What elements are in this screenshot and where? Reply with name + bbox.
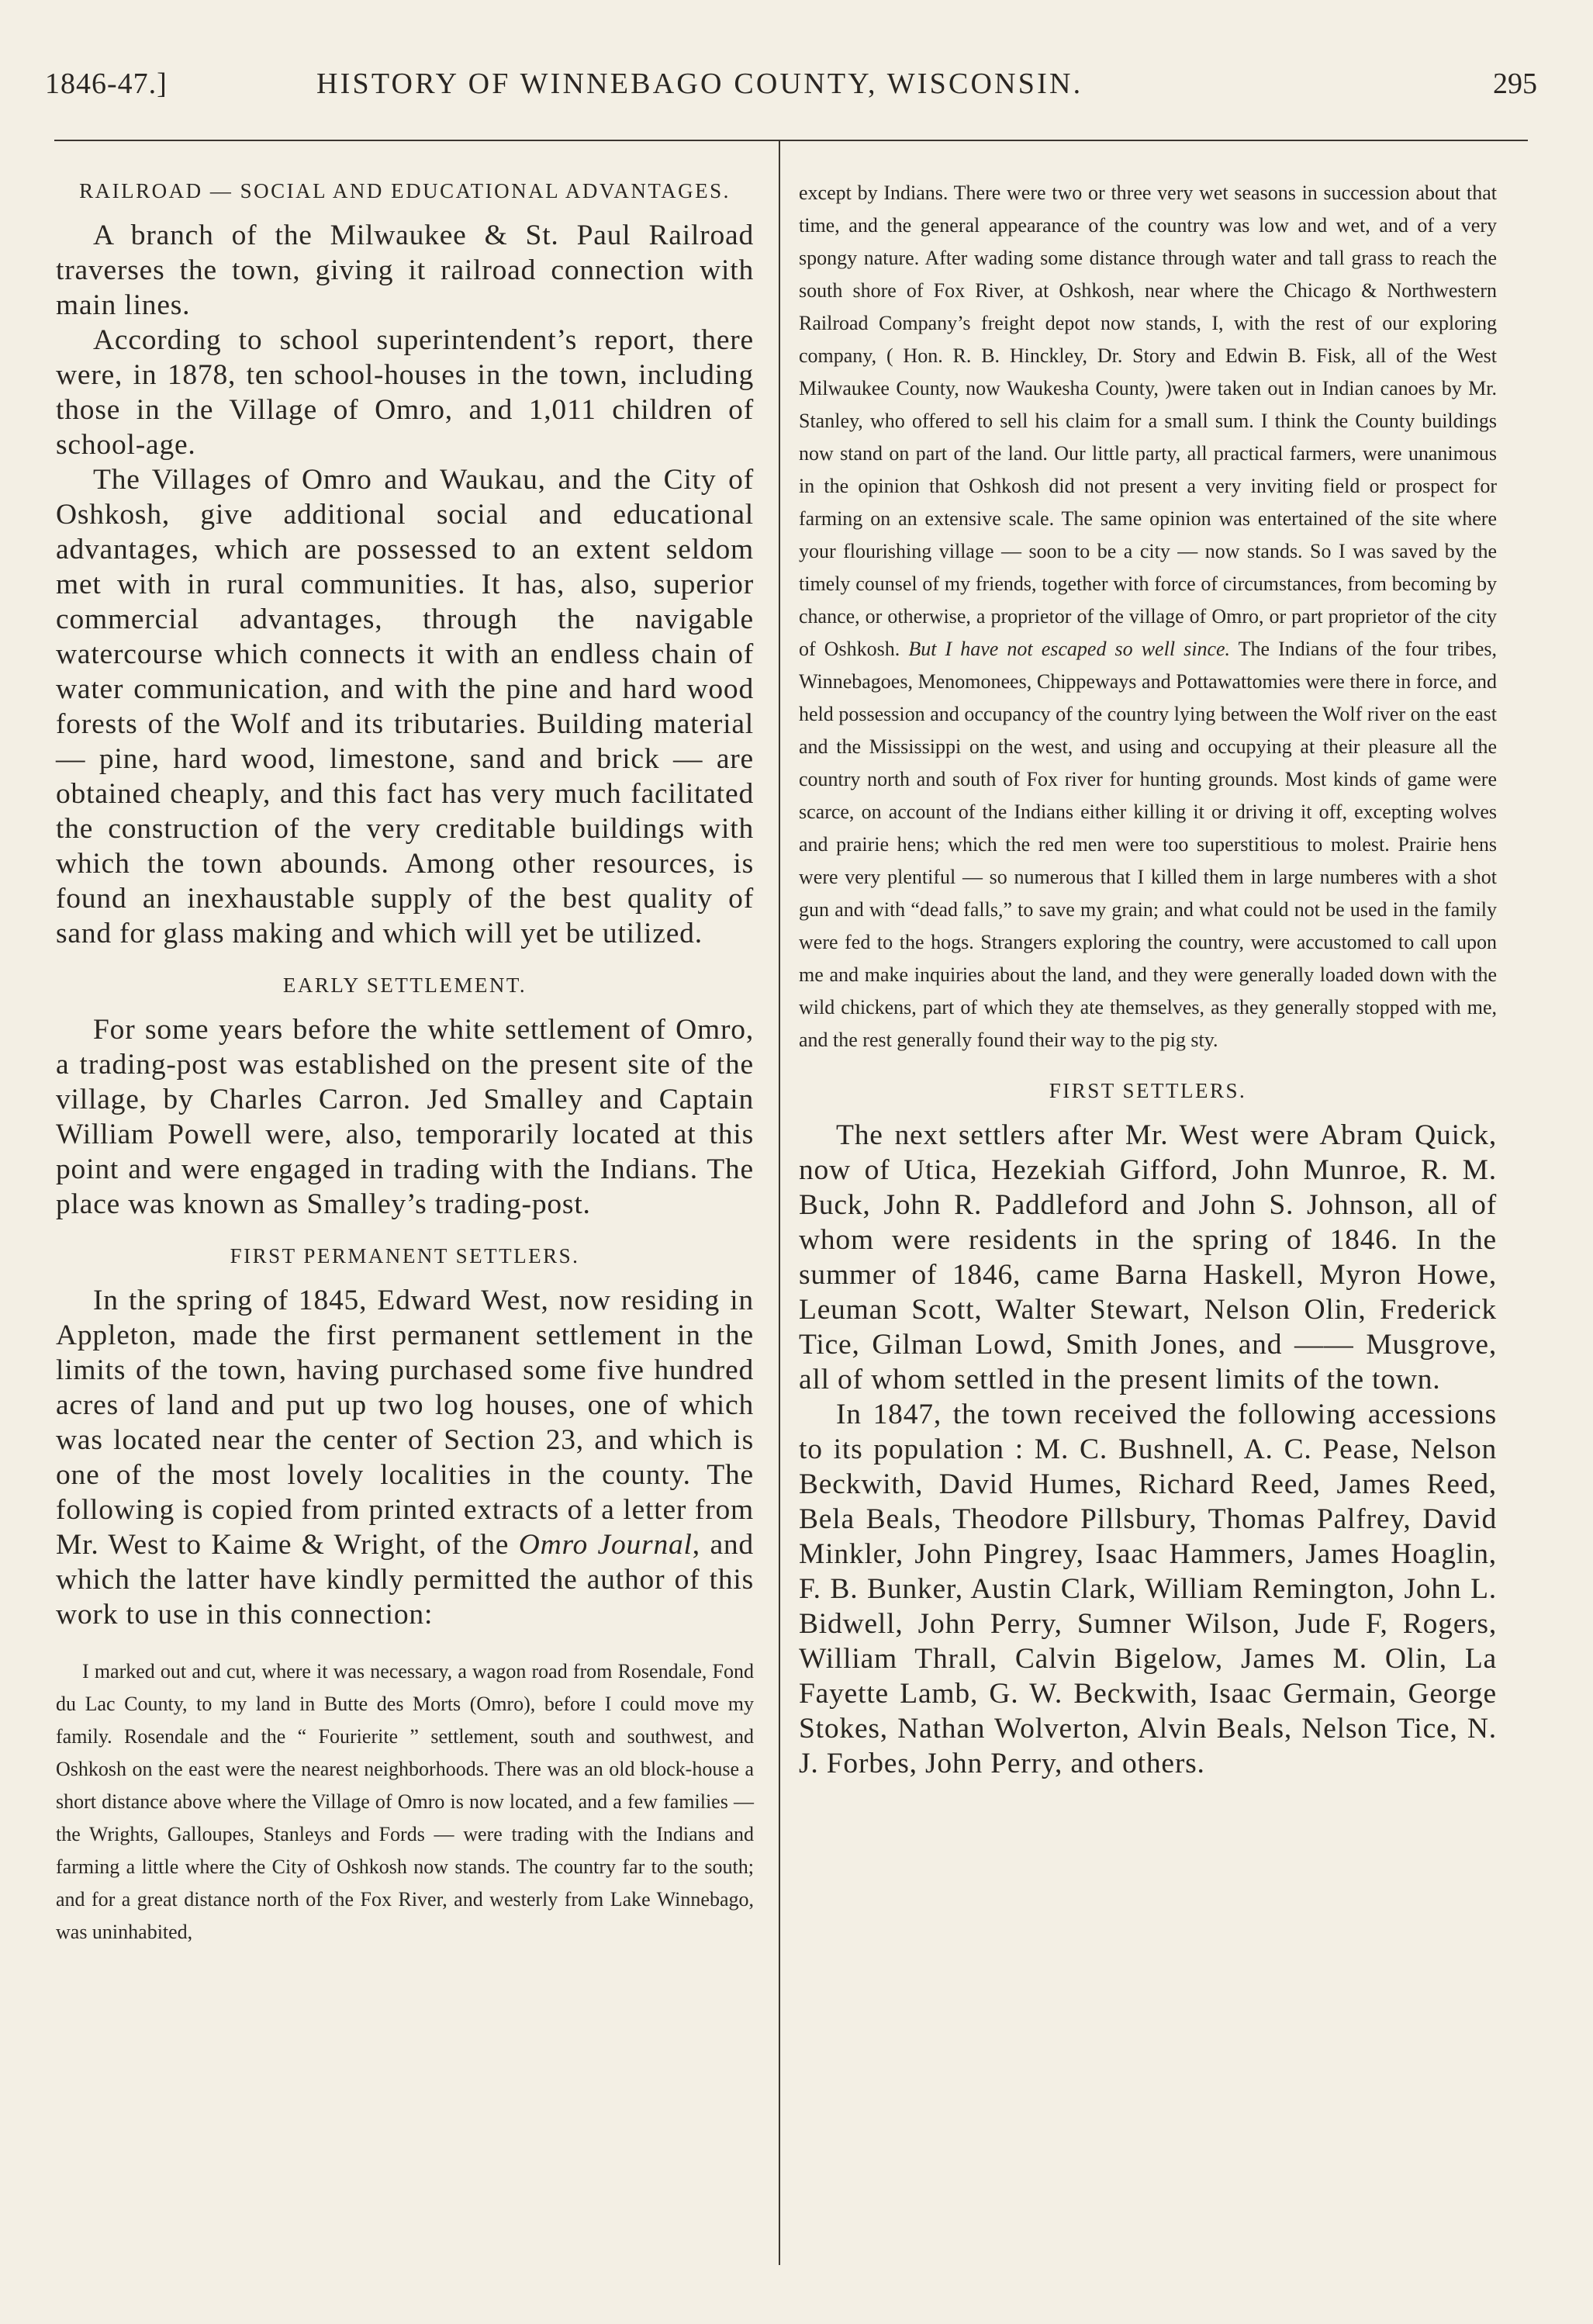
paragraph-early-settlement: For some years before the white settlement of Omro, a trading-post was established on the present site of the village, by Charles Carron. Jed Smalley and Captain William Powell were, also, temporarily located at this point and were engaged in trading with the Indians. The place was known as Smalley’s trading-post. (56, 1014, 754, 1220)
heading-first-permanent-settlers: FIRST PERMANENT SETTLERS. (230, 1244, 580, 1267)
header-title: HISTORY OF WINNEBAGO COUNTY, WISCONSIN. (316, 67, 1083, 100)
paragraph-railroad: A branch of the Milwaukee & St. Paul Railroad traverses the town, giving it railroad connection with main lines. (56, 220, 754, 321)
letter-extract-text-b: The Indians of the four tribes, Winnebagoes, Menomonees, Chippeways and Pottawattomies were there in force, and held possession and occupancy of the country lying between the Wolf river on the east and the Mississippi on the west, and using and occupying at their pleasure all the country north and south of Fox river for hunting grounds. Most kinds of game were scarce, on account of the Indians either killing it or driving it off, excepting wolves and prairie hens; which the red men were too superstitious to molest. Prairie hens were very plentiful — so numerous that I killed them in large numberes with a shot gun and with “dead falls,” to save my grain; and what could not be used in the family were fed to the hogs. Strangers exploring the country, were accustomed to call upon me and make inquiries about the land, and they were generally loaded down with the wild chickens, part of which they ate themselves, as they generally stopped with me, and the rest generally found their way to the pig sty. (799, 638, 1497, 1051)
letter-extract-text-a: except by Indians. There were two or three very wet seasons in succession about that time, and the general appearance of the country was low and wet, and of a very spongy nature. After wading some distance through water and tall grass to reach the south shore of Fox River, at Oshkosh, near where the Chicago & Northwestern Railroad Company’s freight depot now stands, I, with the rest of our exploring company, ( Hon. R. B. Hinckley, Dr. Story and Edwin B. Fisk, all of the West Milwaukee County, now Waukesha County, )were taken out in Indian canoes by Mr. Stanley, who offered to sell his claim for a small sum. I think the County buildings now stand on part of the land. Our little party, all practical farmers, were unanimous in the opinion that Oshkosh did not present a very inviting field or prospect for farming on an extensive scale. The same opinion was entertained of the site where your flourishing village — soon to be a city — now stands. So I was saved by the timely counsel of my friends, together with force of circumstances, from becoming by chance, or otherwise, a proprietor of the village of Omro, or part proprietor of the city of Oshkosh. (799, 182, 1497, 660)
paragraph-1847-accessions: In 1847, the town received the following accessions to its population : M. C. Bushnell, A. C. Pease, Nelson Beckwith, David Humes, Richard Reed, James Reed, Bela Beals, Theodore Pillsbury, Thomas Palfrey, David Minkler, John Pingrey, Isaac Hammers, James Hoaglin, F. B. Bunker, Austin Clark, William Remington, John L. Bidwell, John Perry, Sumner Wilson, Jude F, Rogers, William Thrall, Calvin Bigelow, James M. Olin, La Fayette Lamb, G. W. Beckwith, Isaac Germain, George Stokes, Nathan Wolverton, Alvin Beals, Nelson Tice, N. J. Forbes, John Perry, and others. (799, 1399, 1497, 1779)
omro-journal-title: Omro Journal (518, 1529, 693, 1561)
right-column (799, 177, 1497, 1781)
heading-railroad: RAILROAD — SOCIAL AND EDUCATIONAL ADVANTAGES. (79, 179, 731, 202)
paragraph-permanent-part-a: In the spring of 1845, Edward West, now residing in Appleton, made the first permanent settlement in the limits of the town, having purchased some five hundred acres of land and put up two log houses, one of which was located near the center of Section 23, and which is one of the most lovely localities in the county. The following is copied from printed extracts of a letter from Mr. West to Kaime & Wright, of the (56, 1285, 754, 1561)
paragraph-permanent-part-b: , and which the latter have kindly permitted the author of this work to use in this connection: (56, 1529, 754, 1631)
heading-first-settlers: FIRST SETTLERS. (1049, 1079, 1247, 1102)
paragraph-first-permanent-settlers (56, 1283, 754, 1632)
column-divider (779, 140, 780, 2265)
left-column (56, 177, 754, 1949)
header-rule (54, 140, 1528, 141)
heading-early-settlement: EARLY SETTLEMENT. (282, 974, 527, 997)
letter-extract-part-2 (799, 177, 1497, 1057)
paragraph-villages: The Villages of Omro and Waukau, and the City of Oshkosh, give additional social and educational advantages, which are possessed to an extent seldom met with in rural communities. It has, also, superior commercial advantages, through the navigable watercourse which connects it with an endless chain of water communication, and with the pine and hard wood forests of the Wolf and its tributaries. Building material — pine, hard wood, limestone, sand and brick — are obtained cheaply, and this fact has very much facilitated the construction of the very creditable buildings with which the town abounds. Among other resources, is found an inexhaustable supply of the best quality of sand for glass making and which will yet be utilized. (56, 464, 754, 949)
paragraph-first-settlers: The next settlers after Mr. West were Abram Quick, now of Utica, Hezekiah Gifford, John Munroe, R. M. Buck, John R. Paddleford and John S. Johnson, all of whom were residents in the spring of 1846. In the summer of 1846, came Barna Haskell, Myron Howe, Leuman Scott, Walter Stewart, Nelson Olin, Frederick Tice, Gilman Lowd, Smith Jones, and —— Musgrove, all of whom settled in the present limits of the town. (799, 1119, 1497, 1395)
page-number: 295 (1493, 67, 1537, 100)
letter-extract-italic: But I have not escaped so well since. (908, 638, 1231, 660)
page-header (45, 67, 1537, 113)
paragraph-schools: According to school superintendent’s report, there were, in 1878, ten school-houses in the town, including those in the Village of Omro, and 1,011 children of school-age. (56, 324, 754, 461)
header-years: 1846-47.] (45, 67, 168, 100)
letter-extract-part-1: I marked out and cut, where it was necessary, a wagon road from Rosendale, Fond du Lac County, to my land in Butte des Morts (Omro), before I could move my family. Rosendale and the “ Fourierite ” settlement, south and southwest, and Oshkosh on the east were the nearest neighborhoods. There was an old block-house a short distance above where the Village of Omro is now located, and a few families — the Wrights, Galloupes, Stanleys and Fords — were trading with the Indians and farming a little where the City of Oshkosh now stands. The country far to the south; and for a great distance north of the Fox River, and westerly from Lake Winnebago, was uninhabited, (56, 1660, 754, 1943)
